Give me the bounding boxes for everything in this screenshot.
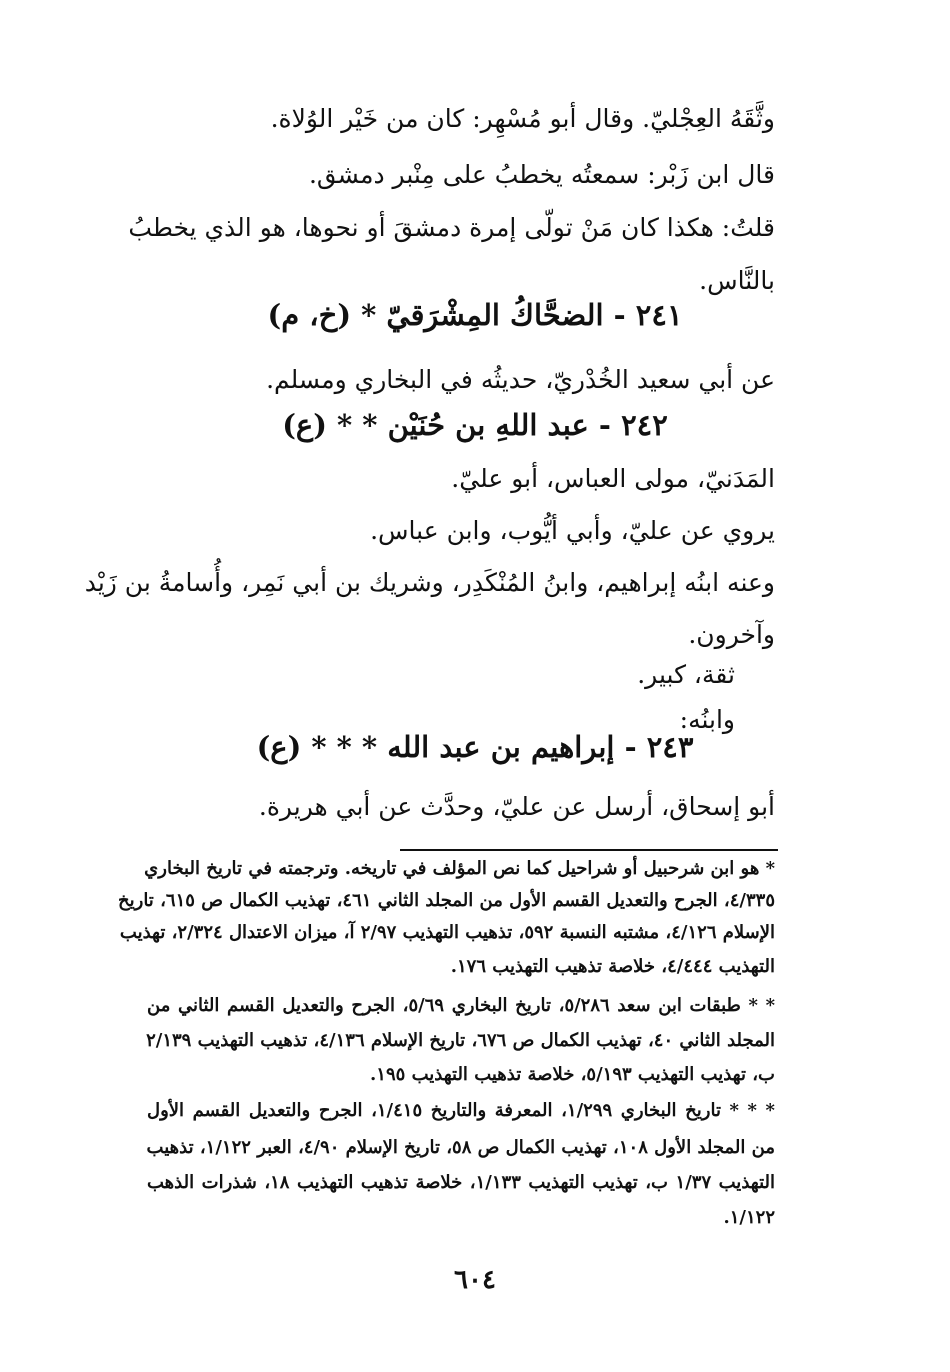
entry-text-line: أبو إسحاق، أرسل عن عليّ، وحدَّث عن أبي هريرة. <box>258 792 775 821</box>
entry-text-line: وآخرون. <box>688 620 775 649</box>
footnote-line: * * طبقات ابن سعد ٥/٢٨٦، تاريخ البخاري ٥/٦٩، الجرح والتعديل القسم الثاني من <box>147 995 775 1016</box>
footnote-line: التهذيب ١/٣٧ ب، تهذيب التهذيب ١/١٣٣، خلاصة تذهيب التهذيب ١٨، شذرات الذهب <box>147 1172 775 1193</box>
entry-text-line: ثقة، كبير. <box>637 660 735 689</box>
footnote-line: ١/١٢٢. <box>723 1207 775 1228</box>
entry-text-line: المَدَنيّ، مولى العباس، أبو عليّ. <box>451 464 775 493</box>
main-text-line: قال ابن زَبْر: سمعتُه يخطبُ على مِنْبر دمشق. <box>308 160 775 189</box>
main-text-line: قلتُ: هكذا كان مَنْ تولّى إمرة دمشقَ أو نحوها، هو الذي يخطبُ <box>128 213 775 242</box>
main-text-line: بالنَّاس. <box>699 266 775 295</box>
entry-heading-241: ٢٤١ - الضحَّاكُ المِشْرَقيّ * (خ، م) <box>267 298 683 332</box>
footnote-line: * * * تاريخ البخاري ١/٢٩٩، المعرفة والتاريخ ١/٤١٥، الجرح والتعديل القسم الأول <box>147 1100 775 1121</box>
footnote-line: ب، تهذيب التهذيب ٥/١٩٣، خلاصة تذهيب التهذيب ١٩٥. <box>370 1064 775 1085</box>
footnote-line: ٤/٣٣٥، الجرح والتعديل القسم الأول من المجلد الثاني ٤٦١، تهذيب الكمال ص ٦١٥، تاريخ <box>118 890 775 911</box>
footnote-line: * هو ابن شرحبيل أو شراحيل كما نص المؤلف في تاريخه. وترجمته في تاريخ البخاري <box>144 858 775 879</box>
main-text-line: وثَّقَهُ العِجْليّ. وقال أبو مُسْهِر: كان من خَيْر الوُلاة. <box>270 104 775 133</box>
entry-text-line: عن أبي سعيد الخُدْريّ، حديثُه في البخاري ومسلم. <box>266 365 775 394</box>
footnote-line: الإسلام ٤/١٢٦، مشتبه النسبة ٥٩٢، تذهيب التهذيب ٢/٩٧ آ، ميزان الاعتدال ٢/٣٢٤، تهذيب <box>119 922 775 943</box>
footnote-line: من المجلد الأول ١٠٨، تهذيب الكمال ص ٥٨، تاريخ الإسلام ٤/٩٠، العبر ١/١٢٢، تذهيب <box>146 1137 775 1158</box>
page-number: ٦٠٤ <box>454 1265 496 1295</box>
footnote-divider <box>400 849 778 851</box>
entry-text-line: وابنُه: <box>679 705 735 734</box>
entry-text-line: يروي عن عليّ، وأبي أيُّوب، وابن عباس. <box>370 516 775 545</box>
entry-text-line: وعنه ابنُه إبراهيم، وابنُ المُنْكَدِر، وشريك بن أبي نَمِر، وأُسامةُ بن زَيْد <box>84 568 775 597</box>
footnote-line: المجلد الثاني ٤٠، تهذيب الكمال ص ٦٧٦، تاريخ الإسلام ٤/١٣٦، تذهيب التهذيب ٢/١٣٩ <box>146 1030 775 1051</box>
footnote-line: التهذيب ٤/٤٤٤، خلاصة تذهيب التهذيب ١٧٦. <box>450 956 775 977</box>
entry-heading-242: ٢٤٢ - عبد اللهِ بن حُنَيْن * * (ع) <box>282 408 668 442</box>
entry-heading-243: ٢٤٣ - إبراهيم بن عبد الله * * * (ع) <box>256 730 694 764</box>
